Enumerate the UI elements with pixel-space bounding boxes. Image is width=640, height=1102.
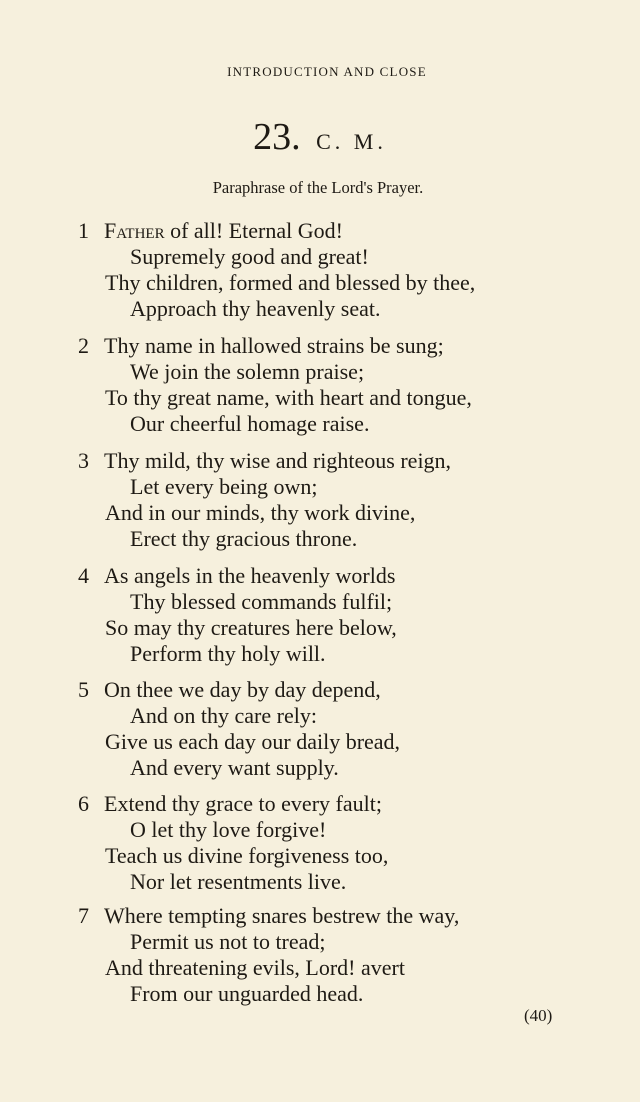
stanza <box>78 677 618 781</box>
stanza-number: 7 <box>78 903 89 928</box>
stanza-line <box>78 641 618 667</box>
first-word: Father <box>104 218 165 243</box>
stanza-line <box>78 359 618 385</box>
line-text: Thy name in hallowed strains be sung; <box>104 333 444 358</box>
line-text: As angels in the heavenly worlds <box>104 563 396 588</box>
stanza-line <box>78 385 618 411</box>
line-text: And threatening evils, Lord! avert <box>105 955 405 980</box>
running-head: INTRODUCTION AND CLOSE <box>227 64 427 79</box>
line-text: And on thy care rely: <box>130 703 317 728</box>
stanza-number: 6 <box>78 791 89 816</box>
stanza-line <box>78 448 618 474</box>
line-text: To thy great name, with heart and tongue, <box>105 385 472 410</box>
stanza-line <box>78 589 618 615</box>
stanza-line <box>78 981 618 1007</box>
stanza <box>78 448 618 552</box>
line-text: Erect thy gracious throne. <box>130 526 358 551</box>
hymn-subtitle: Paraphrase of the Lord's Prayer. <box>212 178 424 197</box>
stanza-line <box>78 474 618 500</box>
stanza-line <box>78 500 618 526</box>
hymn-meter: C. M. <box>316 129 387 154</box>
stanza-line <box>78 869 618 895</box>
stanza-line <box>78 677 618 703</box>
line-text: Supremely good and great! <box>130 244 369 269</box>
stanza-line <box>78 296 618 322</box>
line-text: Where tempting snares bestrew the way, <box>104 903 460 928</box>
stanza-line <box>78 526 618 552</box>
stanza-line <box>78 843 618 869</box>
stanza <box>78 218 618 322</box>
stanza <box>78 563 618 667</box>
stanza <box>78 791 618 895</box>
stanza-number: 4 <box>78 563 89 588</box>
stanza-line <box>78 615 618 641</box>
stanza-line <box>78 817 618 843</box>
hymn-number: 23. <box>253 116 301 158</box>
line-text: Extend thy grace to every fault; <box>104 791 382 816</box>
line-text: We join the solemn praise; <box>130 359 365 384</box>
line-text: And every want supply. <box>130 755 339 780</box>
line-text: Thy mild, thy wise and righteous reign, <box>104 448 452 473</box>
line-text: Thy children, formed and blessed by thee, <box>105 270 476 295</box>
hymn-heading <box>0 118 640 156</box>
line-text: Let every being own; <box>130 474 318 499</box>
stanza-line <box>78 791 618 817</box>
line-text: From our unguarded head. <box>130 981 364 1006</box>
line-text: And in our minds, thy work divine, <box>105 500 416 525</box>
stanza-line <box>78 411 618 437</box>
stanza-line <box>78 703 618 729</box>
line-text: Perform thy holy will. <box>130 641 326 666</box>
line-text: Teach us divine forgiveness too, <box>105 843 389 868</box>
stanza-line <box>78 729 618 755</box>
stanza-line <box>78 929 618 955</box>
stanza-line <box>78 270 618 296</box>
stanza-number: 5 <box>78 677 89 702</box>
stanza-line <box>78 244 618 270</box>
line-text: On thee we day by day depend, <box>104 677 381 702</box>
stanza-line <box>78 333 618 359</box>
stanza-line <box>78 563 618 589</box>
stanza-number: 2 <box>78 333 89 358</box>
line-text: Our cheerful homage raise. <box>130 411 370 436</box>
line-text: of all! Eternal God! <box>164 218 343 243</box>
stanza-line <box>78 218 618 244</box>
line-text: Approach thy heavenly seat. <box>130 296 381 321</box>
stanza-number: 3 <box>78 448 89 473</box>
stanza-number: 1 <box>78 218 89 243</box>
line-text: So may thy creatures here below, <box>105 615 397 640</box>
stanza-line <box>78 955 618 981</box>
stanza-line <box>78 903 618 929</box>
line-text: O let thy love forgive! <box>130 817 327 842</box>
line-text: Nor let resentments live. <box>130 869 347 894</box>
stanza <box>78 903 618 1007</box>
stanza <box>78 333 618 437</box>
line-text: Thy blessed commands fulfil; <box>130 589 393 614</box>
line-text: Give us each day our daily bread, <box>105 729 401 754</box>
stanza-line <box>78 755 618 781</box>
line-text: Permit us not to tread; <box>130 929 326 954</box>
page-signature-mark: (40) <box>524 1006 553 1025</box>
